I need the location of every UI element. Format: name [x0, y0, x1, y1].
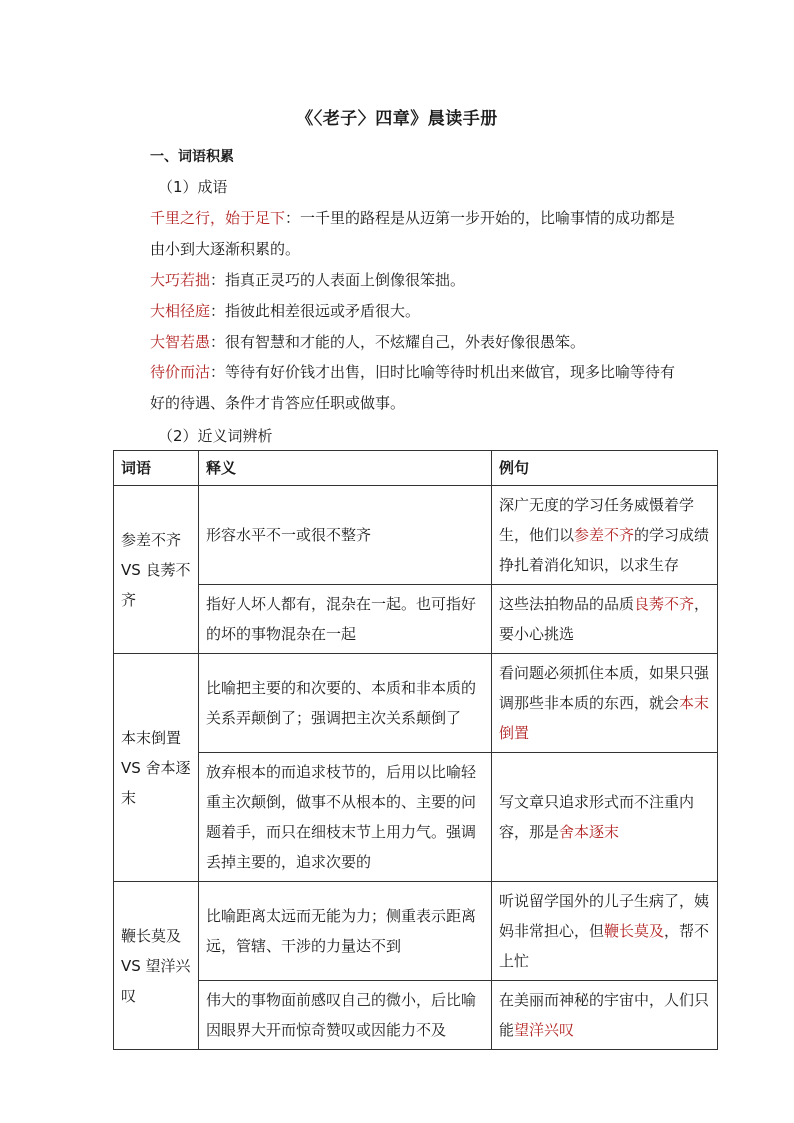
example-highlight: 参差不齐 [574, 526, 635, 544]
example-highlight: 鞭长莫及 [604, 922, 665, 940]
table-row [114, 753, 718, 882]
idiom-term: 待价而沽 [150, 363, 211, 381]
table-row [114, 486, 718, 585]
idiom-entry [118, 265, 678, 296]
example-cell [492, 486, 718, 585]
idiom-entry [118, 296, 678, 327]
example-text: ，帮不上忙 [499, 922, 710, 970]
example-text: 写文章只追求形式而不注重内容，那是 [499, 793, 695, 841]
column-header: 释义 [199, 451, 492, 486]
idiom-definition: ：很有智慧和才能的人，不炫耀自己，外表好像很愚笨。 [210, 333, 586, 351]
example-cell [492, 981, 718, 1050]
idiom-term: 大智若愚 [150, 333, 211, 351]
example-text: 的学习成绩挣扎着消化知识，以求生存 [499, 526, 710, 574]
word-pair-cell: 鞭长莫及 VS 望洋兴叹 [114, 882, 199, 1050]
meaning-cell: 伟大的事物面前感叹自己的微小，后比喻因眼界大开而惊奇赞叹或因能力不及 [199, 981, 492, 1050]
meaning-cell: 比喻距离太远而无能为力；侧重表示距离远，管辖、干涉的力量达不到 [199, 882, 492, 981]
example-text: 看问题必须抓住本质，如果只强调那些非本质的东西，就会 [499, 664, 710, 712]
idiom-entry [118, 327, 678, 358]
table-row [114, 654, 718, 753]
idiom-definition: ：一千里的路程是从迈第一步开始的，比喻事情的成功都是由小到大逐渐积累的。 [150, 209, 676, 258]
idiom-entry [118, 203, 678, 265]
word-pair-cell: 参差不齐 VS 良莠不齐 [114, 486, 199, 654]
meaning-cell: 放弃根本的而追求枝节的，后用以比喻轻重主次颠倒，做事不从根本的、主要的问题着手，而只在细枝末节上用力气。强调丢掉主要的，追求次要的 [199, 753, 492, 882]
meaning-cell: 比喻把主要的和次要的、本质和非本质的关系弄颠倒了；强调把主次关系颠倒了 [199, 654, 492, 753]
meaning-cell: 指好人坏人都有，混杂在一起。也可指好的坏的事物混杂在一起 [199, 585, 492, 654]
idiom-term: 千里之行，始于足下 [150, 209, 286, 227]
synonym-table [113, 450, 718, 1050]
example-cell [492, 882, 718, 981]
example-highlight: 本末倒置 [499, 694, 710, 742]
subheading-idioms: （1）成语 [158, 178, 228, 196]
example-highlight: 望洋兴叹 [514, 1021, 575, 1039]
example-text: 深广无度的学习任务威慑着学生，他们以 [499, 496, 695, 544]
idiom-definition: ：等待有好价钱才出售，旧时比喻等待时机出来做官，现多比喻等待有好的待遇、条件才肯答应任职或做事。 [150, 363, 676, 412]
idiom-definition: ：指真正灵巧的人表面上倒像很笨拙。 [210, 271, 466, 289]
example-cell [492, 654, 718, 753]
example-cell [492, 585, 718, 654]
table-header-row [114, 451, 718, 486]
subheading-synonyms: （2）近义词辨析 [158, 427, 273, 445]
table-row [114, 585, 718, 654]
column-header: 词语 [114, 451, 199, 486]
example-text: ，要小心挑选 [499, 595, 710, 643]
idiom-definition: ：指彼此相差很远或矛盾很大。 [210, 302, 421, 320]
table-row [114, 882, 718, 981]
example-cell [492, 753, 718, 882]
example-text: 这些法拍物品的品质 [499, 595, 635, 613]
idiom-entry [118, 357, 678, 419]
section-heading: 一、词语积累 [150, 149, 234, 165]
example-highlight: 良莠不齐 [634, 595, 695, 613]
example-text: 听说留学国外的儿子生病了，姨妈非常担心，但 [499, 892, 710, 940]
idiom-term: 大巧若拙 [150, 271, 211, 289]
page-title: 《〈老子〉四章》晨读手册 [296, 109, 498, 129]
idiom-term: 大相径庭 [150, 302, 211, 320]
example-highlight: 舍本逐末 [559, 823, 620, 841]
column-header: 例句 [492, 451, 718, 486]
example-text: 在美丽而神秘的宇宙中，人们只能 [499, 991, 710, 1039]
word-pair-cell: 本末倒置 VS 舍本逐末 [114, 654, 199, 882]
meaning-cell: 形容水平不一或很不整齐 [199, 486, 492, 585]
table-row [114, 981, 718, 1050]
